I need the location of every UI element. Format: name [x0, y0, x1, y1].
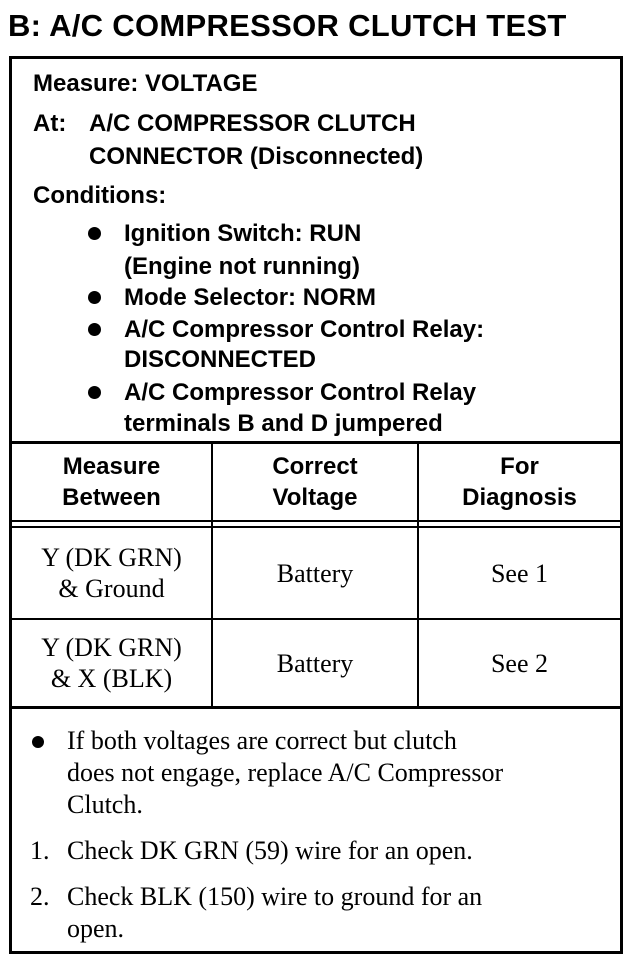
bullet-icon: [88, 291, 101, 304]
at-label: At:: [33, 110, 67, 137]
table-row-1-diagnosis: [419, 528, 620, 618]
header-text: Voltage: [272, 484, 358, 511]
test-box: [9, 56, 623, 954]
cell-text: & X (BLK): [50, 664, 173, 693]
header-correct-voltage: [213, 444, 417, 520]
table-row-2-voltage: [213, 620, 417, 706]
conditions-label: Conditions:: [33, 182, 167, 209]
table-row-2-between: [12, 620, 211, 706]
header-text: Correct: [272, 453, 358, 480]
header-text: Between: [62, 484, 161, 511]
condition-4-line-1: A/C Compressor Control Relay: [124, 379, 477, 406]
note-bullet-line-1: If both voltages are correct but clutch: [67, 726, 457, 755]
divider: [12, 520, 620, 522]
bullet-icon: [88, 386, 101, 399]
cell-text: Battery: [276, 558, 354, 588]
cell-text: See 2: [490, 648, 549, 678]
condition-1-line-1: Ignition Switch: RUN: [124, 220, 362, 247]
condition-1-line-2: (Engine not running): [124, 253, 360, 280]
table-row-1-between: [12, 528, 211, 618]
condition-2-line-1: Mode Selector: NORM: [124, 284, 377, 311]
condition-4-line-2: terminals B and D jumpered: [124, 410, 443, 437]
note-bullet-line-3: Clutch.: [67, 790, 143, 819]
header-text: For: [500, 453, 539, 480]
condition-3-line-2: DISCONNECTED: [124, 346, 317, 373]
header-text: Measure: [62, 453, 161, 480]
page-title: B: A/C COMPRESSOR CLUTCH TEST: [8, 8, 567, 43]
step-1-number: 1.: [30, 836, 50, 865]
step-2-line-1: Check BLK (150) wire to ground for an: [67, 882, 483, 911]
cell-text: Y (DK GRN): [41, 543, 182, 572]
cell-text: See 1: [490, 558, 549, 588]
at-line-2: CONNECTOR (Disconnected): [89, 143, 424, 170]
cell-text: Battery: [276, 648, 354, 678]
at-line-1: A/C COMPRESSOR CLUTCH: [89, 110, 416, 137]
header-measure-between: [12, 444, 211, 520]
table-row-1-voltage: [213, 528, 417, 618]
header-for-diagnosis: [419, 444, 620, 520]
step-2-line-2: open.: [67, 914, 125, 943]
notes-section: [12, 709, 620, 949]
conditions-section: [12, 59, 620, 439]
cell-text: Y (DK GRN): [41, 633, 182, 662]
table-row-2-diagnosis: [419, 620, 620, 706]
header-text: Diagnosis: [462, 484, 577, 511]
bullet-icon: [88, 227, 101, 240]
step-2-number: 2.: [30, 882, 50, 911]
step-1-text: Check DK GRN (59) wire for an open.: [67, 836, 473, 865]
bullet-icon: [88, 323, 101, 336]
measure-label: Measure: VOLTAGE: [33, 70, 258, 97]
condition-3-line-1: A/C Compressor Control Relay:: [124, 316, 485, 343]
bullet-icon: [32, 736, 44, 748]
note-bullet-line-2: does not engage, replace A/C Compressor: [67, 758, 504, 787]
cell-text: & Ground: [58, 574, 165, 603]
